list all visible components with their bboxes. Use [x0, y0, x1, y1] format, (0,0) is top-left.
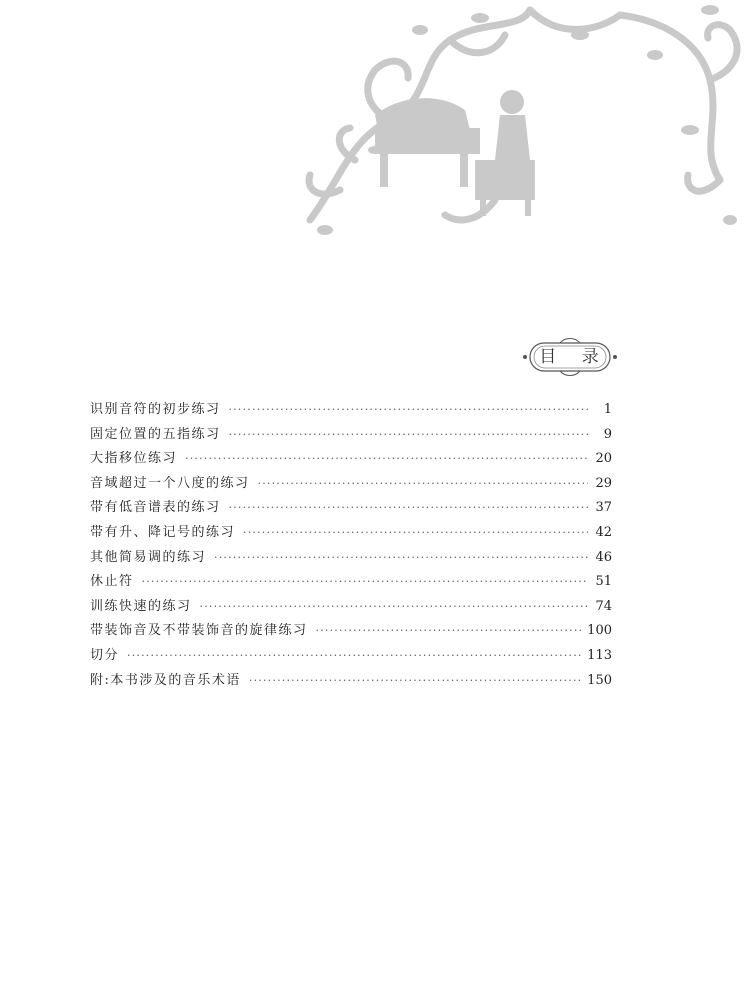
dot-leader: [258, 472, 588, 497]
toc-heading-badge: [520, 335, 620, 379]
toc-entry-title: 附:本书涉及的音乐术语: [90, 672, 241, 688]
toc-entry-title: 休止符: [90, 574, 134, 590]
toc-entry-page: 74: [595, 598, 612, 614]
toc-entry-page: 29: [595, 475, 612, 491]
toc-entry-page: 1: [603, 402, 612, 417]
dot-leader: [200, 595, 588, 620]
table-of-contents: [90, 398, 612, 693]
dot-leader: [229, 398, 588, 423]
toc-entry[interactable]: [90, 644, 612, 669]
toc-entry-title: 其他简易调的练习: [90, 549, 207, 565]
toc-entry-title: 带装饰音及不带装饰音的旋律练习: [90, 623, 308, 639]
toc-entry-page: 100: [587, 623, 612, 639]
toc-entry[interactable]: [90, 472, 612, 497]
toc-entry[interactable]: [90, 570, 612, 595]
toc-entry-title: 大指移位练习: [90, 451, 178, 467]
dot-leader: [229, 496, 588, 521]
toc-entry-title: 带有升、降记号的练习: [90, 524, 236, 540]
toc-entry[interactable]: [90, 619, 612, 644]
dot-leader: [127, 644, 581, 669]
toc-entry-title: 训练快速的练习: [90, 598, 192, 614]
dot-leader: [249, 669, 581, 694]
toc-entry-page: 46: [595, 549, 612, 565]
toc-heading: 目 录: [539, 347, 609, 367]
dot-leader: [142, 570, 588, 595]
piano-vine-illustration: [280, 0, 750, 260]
dot-leader: [214, 546, 588, 571]
toc-entry[interactable]: [90, 546, 612, 571]
toc-entry[interactable]: [90, 398, 612, 423]
toc-entry-page: 20: [595, 451, 612, 467]
toc-entry-page: 37: [595, 500, 612, 516]
toc-entry[interactable]: [90, 669, 612, 694]
toc-entry-page: 113: [587, 647, 612, 663]
toc-entry-page: 9: [603, 426, 612, 442]
toc-entry[interactable]: [90, 496, 612, 521]
toc-entry-title: 识别音符的初步练习: [90, 402, 221, 417]
dot-leader: [229, 423, 588, 448]
toc-entry-page: 42: [595, 524, 612, 540]
toc-entry-title: 切分: [90, 647, 120, 663]
toc-entry-title: 带有低音谱表的练习: [90, 500, 221, 516]
toc-entry[interactable]: [90, 595, 612, 620]
dot-leader: [243, 521, 588, 546]
toc-entry-page: 51: [595, 574, 612, 590]
piano-player-icon: [280, 0, 750, 260]
toc-entry[interactable]: [90, 423, 612, 448]
toc-entry-page: 150: [587, 672, 612, 688]
toc-entry[interactable]: [90, 447, 612, 472]
dot-leader: [185, 447, 588, 472]
toc-entry[interactable]: [90, 521, 612, 546]
toc-entry-title: 音域超过一个八度的练习: [90, 475, 250, 491]
toc-entry-title: 固定位置的五指练习: [90, 426, 221, 442]
dot-leader: [316, 619, 582, 644]
